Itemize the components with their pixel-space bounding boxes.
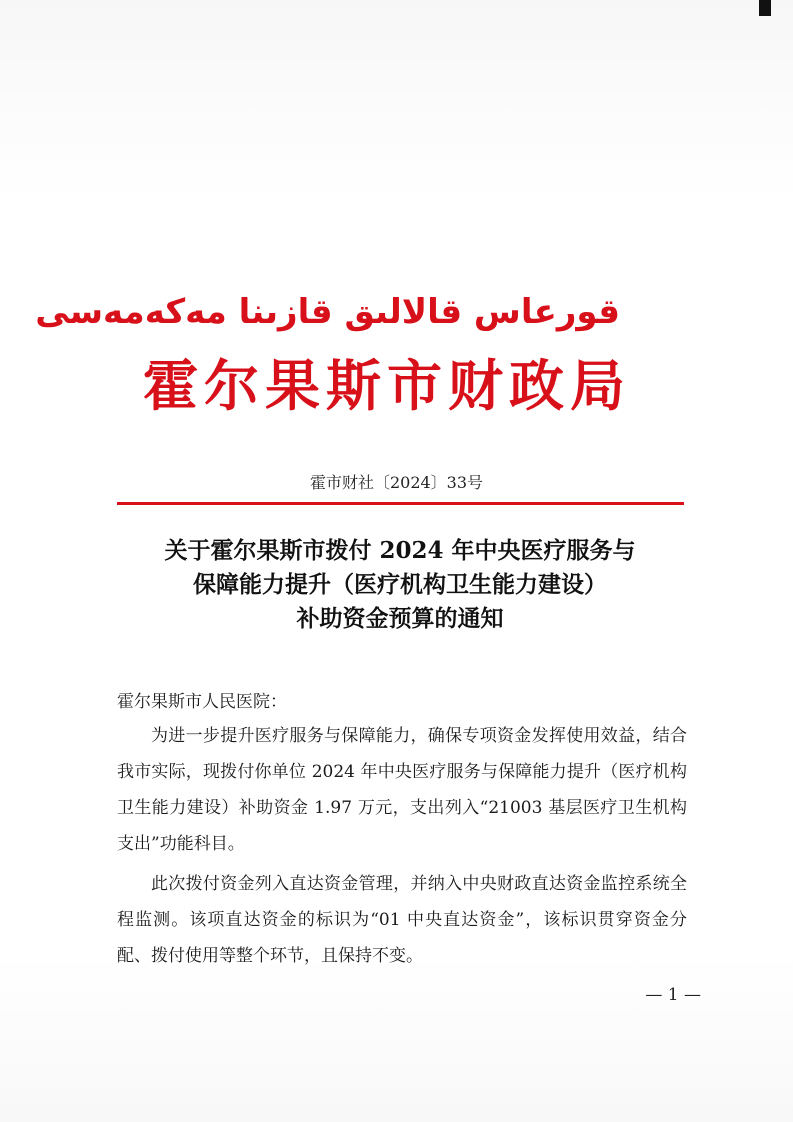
- body-paragraph-2: 此次拨付资金列入直达资金管理，并纳入中央财政直达资金监控系统全程监测。该项直达资金的标识为“01 中央直达资金”，该标识贯穿资金分配、拨付使用等整个环节，且保持不变。: [117, 874, 687, 966]
- title-line-1: 关于霍尔果斯市拨付 2024 年中央医疗服务与: [164, 537, 636, 564]
- page-number: — 1 —: [645, 985, 701, 1005]
- header-uyghur-title: قورعاس قالالىق قازىنا مەكەمەسى: [35, 292, 620, 332]
- title-line-2: 保障能力提升（医疗机构卫生能力建设）: [193, 571, 607, 598]
- document-number: 霍市财社〔2024〕33号: [309, 473, 484, 492]
- body-paragraph-1-block: [117, 718, 687, 862]
- salutation: 霍尔果斯市人民医院：: [117, 692, 287, 712]
- red-divider-line: [117, 502, 684, 505]
- document-title: [110, 534, 690, 636]
- header-chinese-title: 霍尔果斯市财政局: [143, 353, 632, 418]
- scan-corner-mark: [759, 0, 771, 16]
- salutation-block: [117, 684, 687, 720]
- title-line-3: 补助资金预算的通知: [296, 605, 504, 632]
- body-paragraph-1: 为进一步提升医疗服务与保障能力，确保专项资金发挥使用效益，结合我市实际，现拨付你单位 2024 年中央医疗服务与保障能力提升（医疗机构卫生能力建设）补助资金 1.97 万元，支出列入“21003 基层医疗卫生机构支出”功能科目。: [117, 726, 687, 854]
- body-paragraph-2-block: [117, 866, 687, 974]
